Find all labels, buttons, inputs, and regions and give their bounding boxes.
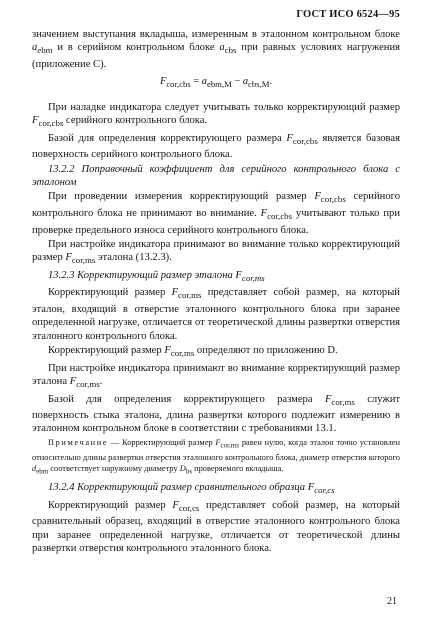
note: Примечание — Корректирующий размер $F_{cor,ms}$ равен нулю, когда эталон точно установлен относительно длины развертки отверстия эталонного контрольного блока, диаметр отверстия которого $d_{ebm}$ соответствует наружному диаметру $D_{bs}$ проверяемого вкладыша. — [32, 437, 400, 476]
section-heading-13-2-4: 13.2.4 Корректирующий размер сравнительного образца $F_{cor,cs}$ — [48, 482, 335, 496]
section-heading-13-2-2: 13.2.2 Поправочный коэффициент для серийного контрольного блока с эталоном — [32, 163, 400, 189]
formula: $F_{cor,cbs} = a_{ebm,M} - a_{cbs,M}$. — [159, 76, 273, 90]
paragraph-9: Базой для определения корректирующего размера $F_{cor,ms}$ служит поверхность стыка эталона, длина развертки которого подлежит измерению в эталонном контрольном блоке в соответствии с требованиями 13.1. — [32, 393, 400, 435]
document-header: ГОСТ ИСО 6524—95 — [296, 9, 400, 20]
paragraph-5: При настройке индикатора принимают во внимание только корректирующий размер $F_{cor,ms}$ эталона (13.2.3). — [32, 238, 400, 266]
paragraph-1: значением выступания вкладыша, измеренным в эталонном контрольном блоке $a_{ebm}$ и в серийном контрольном блоке $a_{cbs}$ при равных условиях нагружения (приложение С). — [32, 29, 400, 70]
page-body — [32, 28, 400, 556]
page-number: 21 — [387, 596, 397, 607]
paragraph-10: Корректирующий размер $F_{cor,cs}$ представляет собой размер, на который сравнительный образец, входящий в отверстие эталонного контрольного блока при заранее определенной нагрузке, отличается от теоретической длины развертки отверстия контрольного эталонного блока. — [32, 499, 400, 555]
paragraph-7: Корректирующий размер $F_{cor,ms}$ определяют по приложению D. — [48, 345, 338, 359]
section-heading-13-2-3: 13.2.3 Корректирующий размер эталона $F_{cor,ms}$ — [48, 269, 265, 283]
paragraph-2: При наладке индикатора следует учитывать только корректирующий размер $F_{cor,cbs}$ серийного контрольного блока. — [32, 101, 400, 129]
paragraph-8: При настройке индикатора принимают во внимание корректирующий размер эталона $F_{cor,ms}$. — [32, 362, 400, 390]
paragraph-4: При проведении измерения корректирующий размер $F_{cor,cbs}$ серийного контрольного блока не принимают во внимание. $F_{cor,cbs}$ учитывают только при проверке предельного износа серийного контрольного блока. — [32, 191, 401, 236]
paragraph-6: Корректирующий размер $F_{cor,ms}$ представляет собой размер, на который эталон, входящий в отверстие эталонного контрольного блока при заранее определенной нагрузке, отличается от теоретической длины развертки отверстия эталонного контрольного блока. — [32, 287, 400, 342]
paragraph-3: Базой для определения корректирующего размера $F_{cor,cbs}$ является базовая поверхность серийного контрольного блока. — [32, 132, 400, 161]
